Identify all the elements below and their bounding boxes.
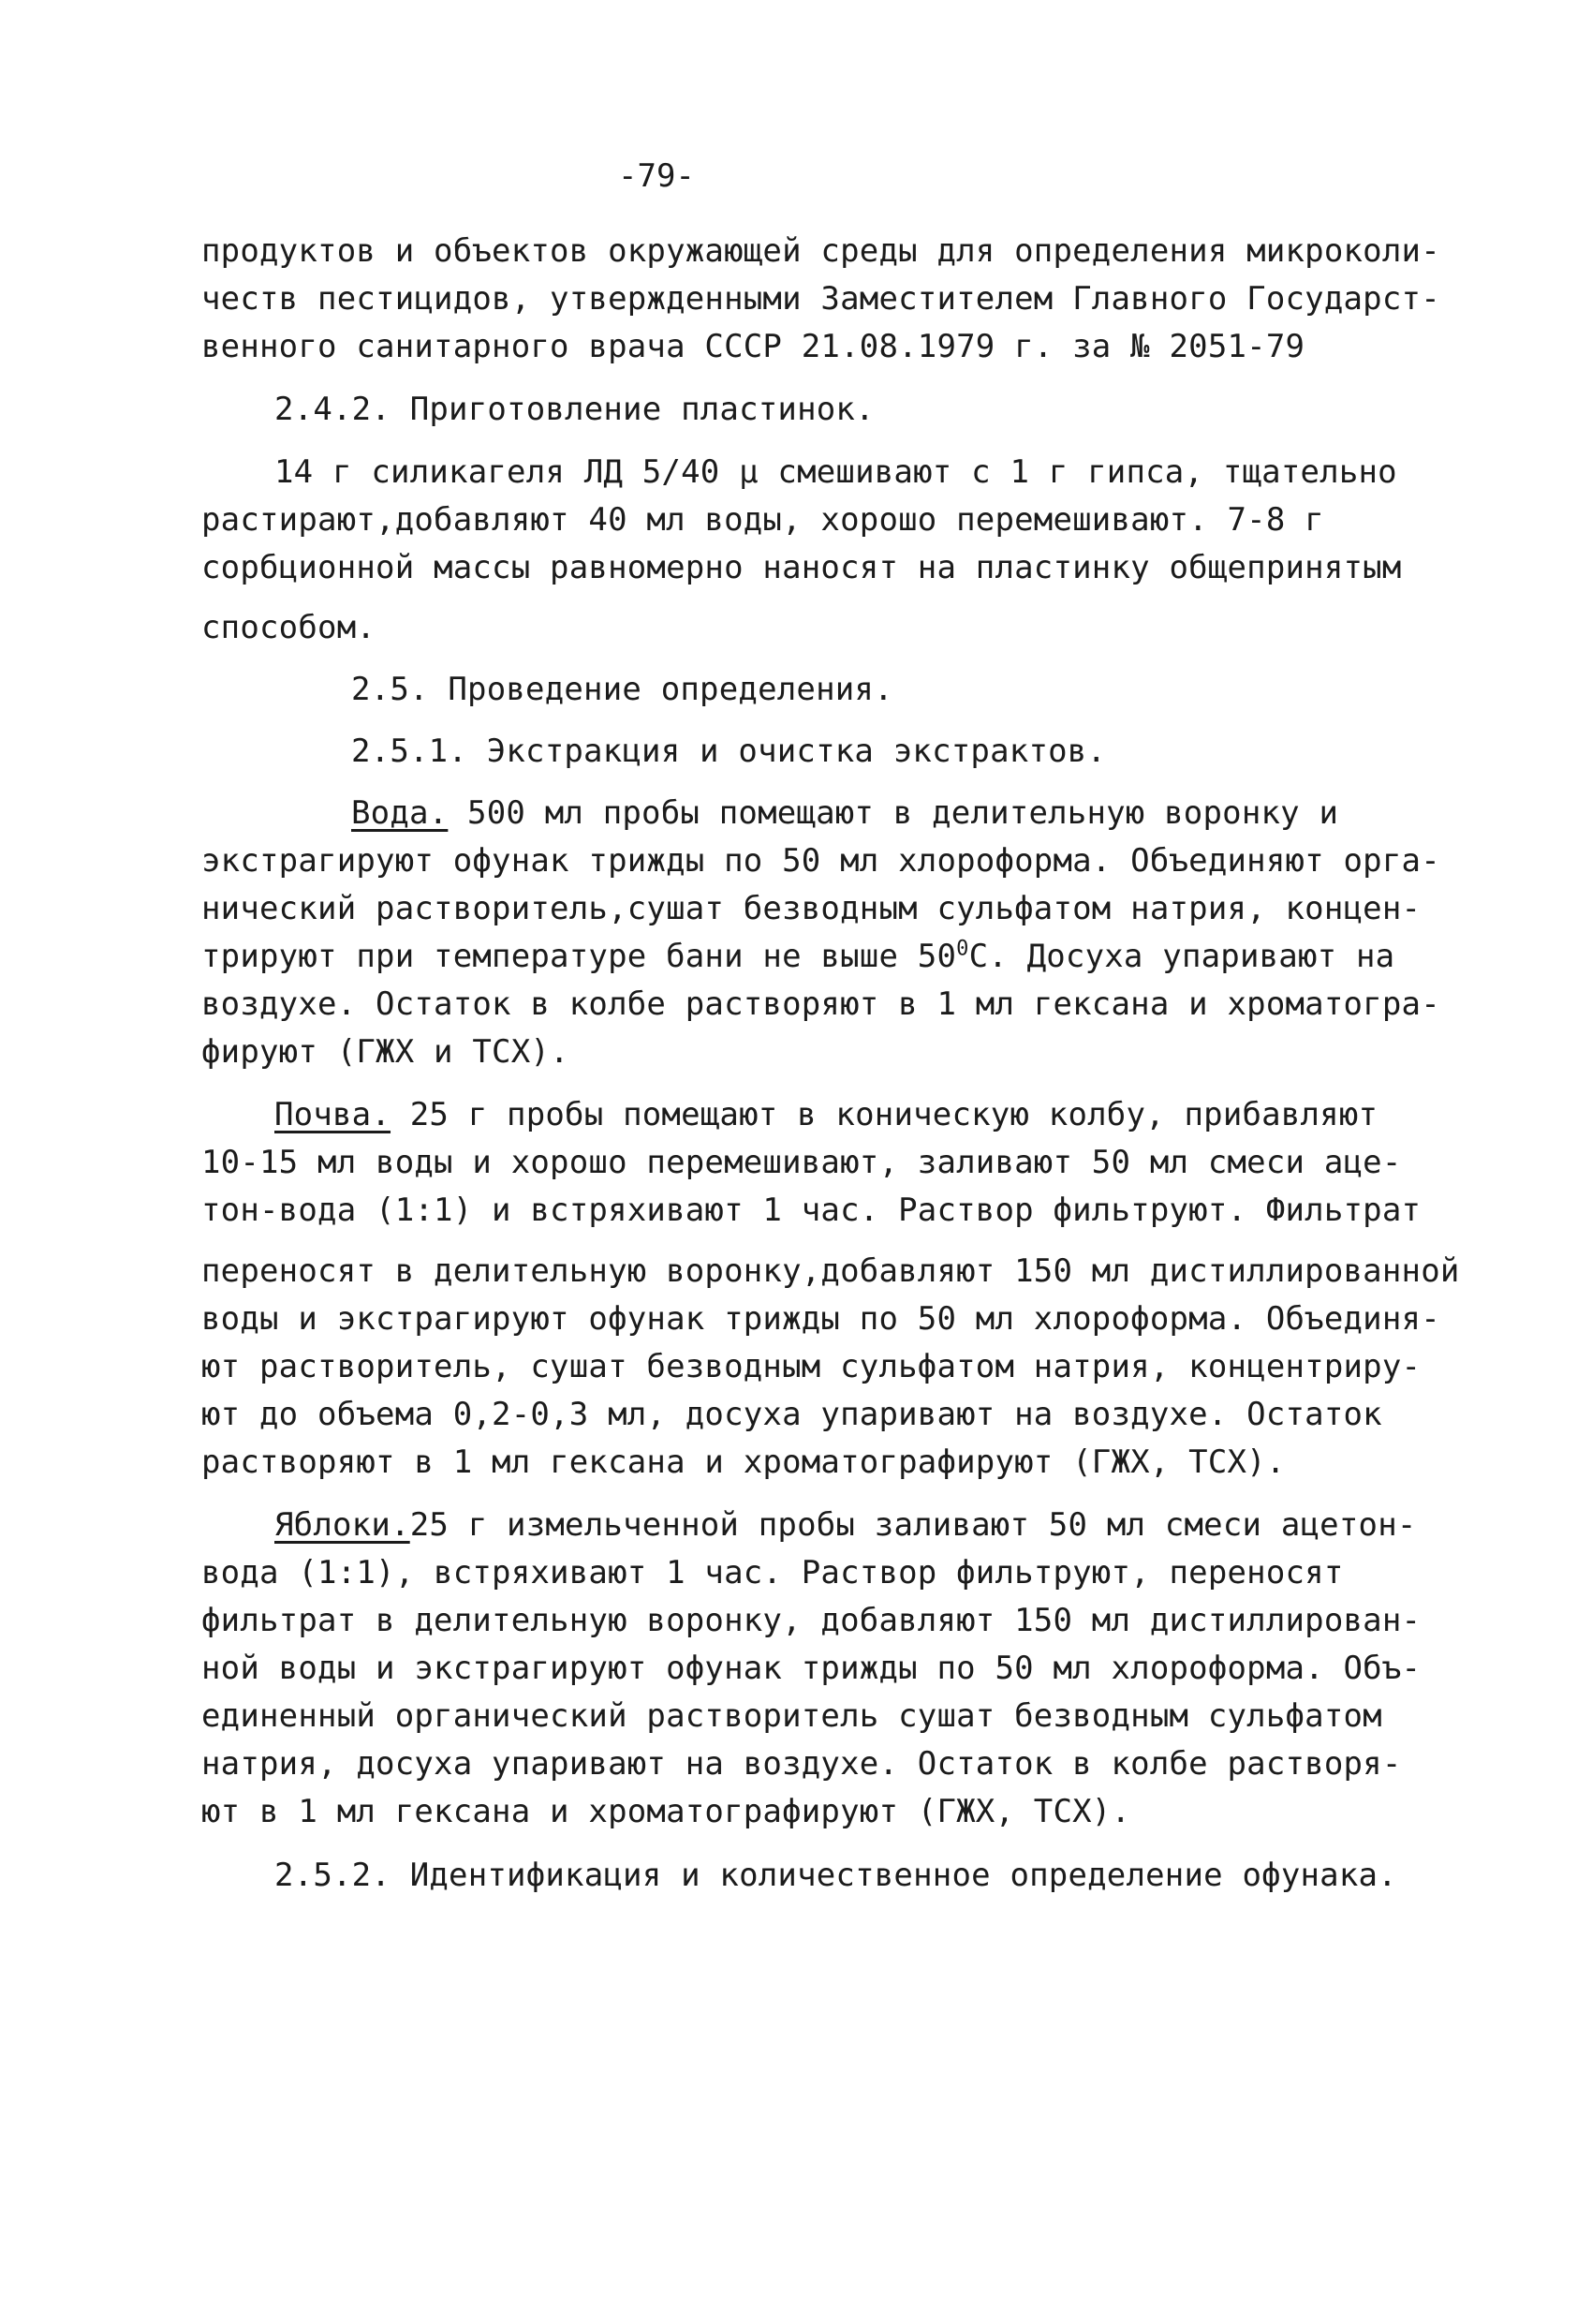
text-line: ют до объема 0,2-0,3 мл, досуха упаривают на воздухе. Остаток [201, 1396, 1382, 1433]
text-line: продуктов и объектов окружающей среды для определения микроколи- [201, 232, 1440, 270]
page-number: -79- [618, 157, 695, 195]
lead-label-soil: Почва. [274, 1096, 391, 1133]
section-heading-2-5-2: 2.5.2. Идентификация и количественное определение офунака. [274, 1857, 1397, 1894]
text-line: нический растворитель,сушат безводным сульфатом натрия, концен- [201, 890, 1422, 927]
section-heading-2-4-2: 2.4.2. Приготовление пластинок. [274, 391, 875, 428]
lead-label-apples: Яблоки. [274, 1506, 410, 1544]
text-line: растирают,добавляют 40 мл воды, хорошо перемешивают. 7-8 г [201, 501, 1324, 539]
degree-superscript: 0 [956, 937, 969, 961]
text-line: растворяют в 1 мл гексана и хроматографируют (ГЖХ, ТСХ). [201, 1443, 1286, 1481]
text-fragment: трируют при температуре бани не выше 50 [201, 938, 957, 975]
text-line: сорбционной массы равномерно наносят на пластинку общепринятым [201, 549, 1402, 586]
text-line: фильтрат в делительную воронку, добавляют 150 мл дистиллирован- [201, 1602, 1422, 1639]
text-line: 14 г силикагеля ЛД 5/40 μ смешивают с 1 г гипса, тщательно [274, 453, 1397, 491]
text-line: ют в 1 мл гексана и хроматографируют (ГЖХ, ТСХ). [201, 1793, 1131, 1830]
text-line: переносят в делительную воронку,добавляют 150 мл дистиллированной [201, 1252, 1460, 1290]
lead-label-water: Вода. [351, 794, 449, 832]
text-line: честв пестицидов, утвержденными Заместителем Главного Государст- [201, 280, 1440, 318]
text-line: воздухе. Остаток в колбе растворяют в 1 мл гексана и хроматогра- [201, 985, 1440, 1023]
text-line: натрия, досуха упаривают на воздухе. Остаток в колбе растворя- [201, 1745, 1402, 1783]
text-line: способом. [201, 609, 376, 646]
text-line: экстрагируют офунак трижды по 50 мл хлороформа. Объединяют орга- [201, 842, 1440, 880]
text-line: тон-вода (1:1) и встряхивают 1 час. Раствор фильтруют. Фильтрат [201, 1192, 1422, 1229]
text-line: фируют (ГЖХ и ТСХ). [201, 1033, 569, 1071]
text-line: вода (1:1), встряхивают 1 час. Раствор фильтруют, переносят [201, 1554, 1344, 1591]
text-line [274, 1506, 1417, 1544]
text-line: ют растворитель, сушат безводным сульфатом натрия, концентриру- [201, 1348, 1422, 1385]
text-fragment: 25 г измельченной пробы заливают 50 мл смеси ацетон- [409, 1506, 1417, 1544]
text-line: единенный органический растворитель сушат безводным сульфатом [201, 1697, 1382, 1735]
text-line: венного санитарного врача СССР 21.08.1979 г. за № 2051-79 [201, 328, 1305, 365]
text-fragment: С. Досуха упаривают на [968, 938, 1395, 975]
section-heading-2-5: 2.5. Проведение определения. [351, 671, 893, 708]
section-heading-2-5-1: 2.5.1. Экстракция и очистка экстрактов. [351, 733, 1107, 770]
text-line: ной воды и экстрагируют офунак трижды по 50 мл хлороформа. Объ- [201, 1650, 1422, 1687]
text-fragment: 500 мл пробы помещают в делительную воронку и [448, 794, 1339, 832]
text-line: воды и экстрагируют офунак трижды по 50 мл хлороформа. Объединя- [201, 1300, 1440, 1338]
text-fragment: 25 г пробы помещают в коническую колбу, прибавляют [391, 1096, 1378, 1133]
text-line: 10-15 мл воды и хорошо перемешивают, заливают 50 мл смеси аце- [201, 1144, 1402, 1181]
